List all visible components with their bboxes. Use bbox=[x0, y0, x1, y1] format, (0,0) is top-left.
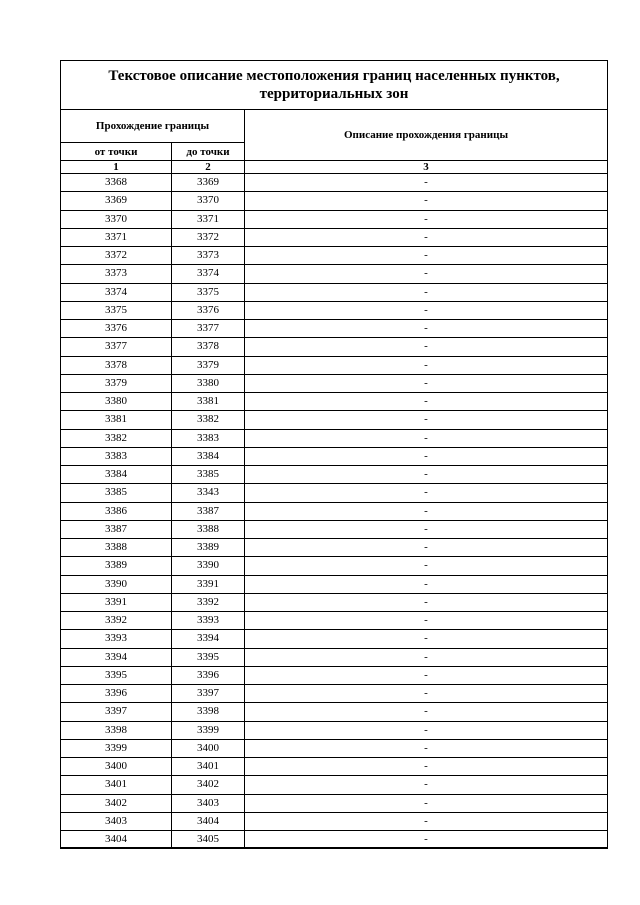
description-cell: - bbox=[245, 466, 608, 484]
from-point-cell: 3385 bbox=[61, 484, 172, 502]
to-point-cell: 3391 bbox=[172, 575, 245, 593]
table-row bbox=[61, 666, 608, 684]
to-point-cell: 3396 bbox=[172, 666, 245, 684]
to-point-cell: 3390 bbox=[172, 557, 245, 575]
description-cell: - bbox=[245, 247, 608, 265]
boundary-table bbox=[60, 109, 608, 849]
table-row bbox=[61, 374, 608, 392]
table-row bbox=[61, 520, 608, 538]
to-point-cell: 3393 bbox=[172, 612, 245, 630]
from-point-cell: 3401 bbox=[61, 776, 172, 794]
to-point-cell: 3380 bbox=[172, 374, 245, 392]
to-point-cell: 3395 bbox=[172, 648, 245, 666]
to-point-cell: 3383 bbox=[172, 429, 245, 447]
description-cell: - bbox=[245, 557, 608, 575]
description-cell: - bbox=[245, 411, 608, 429]
description-cell: - bbox=[245, 429, 608, 447]
from-point-cell: 3400 bbox=[61, 758, 172, 776]
title-line-1: Текстовое описание местоположения границ населенных пунктов, bbox=[108, 68, 560, 84]
table-row bbox=[61, 593, 608, 611]
table-row bbox=[61, 703, 608, 721]
to-point-cell: 3343 bbox=[172, 484, 245, 502]
description-cell: - bbox=[245, 703, 608, 721]
table-row bbox=[61, 356, 608, 374]
to-point-cell: 3376 bbox=[172, 301, 245, 319]
to-point-cell: 3373 bbox=[172, 247, 245, 265]
description-cell: - bbox=[245, 484, 608, 502]
from-point-cell: 3374 bbox=[61, 283, 172, 301]
from-point-cell: 3381 bbox=[61, 411, 172, 429]
table-row bbox=[61, 447, 608, 465]
table-row bbox=[61, 557, 608, 575]
from-point-cell: 3392 bbox=[61, 612, 172, 630]
document-title bbox=[61, 61, 607, 110]
from-point-cell: 3369 bbox=[61, 192, 172, 210]
table-row bbox=[61, 265, 608, 283]
table-row bbox=[61, 247, 608, 265]
to-point-cell: 3389 bbox=[172, 539, 245, 557]
to-point-cell: 3385 bbox=[172, 466, 245, 484]
from-point-cell: 3402 bbox=[61, 794, 172, 812]
to-point-cell: 3379 bbox=[172, 356, 245, 374]
header-col-number-1: 1 bbox=[61, 161, 172, 174]
description-cell: - bbox=[245, 210, 608, 228]
document-frame bbox=[60, 60, 608, 848]
description-cell: - bbox=[245, 192, 608, 210]
from-point-cell: 3380 bbox=[61, 393, 172, 411]
from-point-cell: 3391 bbox=[61, 593, 172, 611]
table-row bbox=[61, 831, 608, 849]
description-cell: - bbox=[245, 320, 608, 338]
table-row bbox=[61, 812, 608, 830]
from-point-cell: 3382 bbox=[61, 429, 172, 447]
from-point-cell: 3375 bbox=[61, 301, 172, 319]
description-cell: - bbox=[245, 447, 608, 465]
description-cell: - bbox=[245, 174, 608, 192]
description-cell: - bbox=[245, 301, 608, 319]
description-cell: - bbox=[245, 739, 608, 757]
to-point-cell: 3402 bbox=[172, 776, 245, 794]
description-cell: - bbox=[245, 575, 608, 593]
to-point-cell: 3399 bbox=[172, 721, 245, 739]
table-row bbox=[61, 192, 608, 210]
description-cell: - bbox=[245, 721, 608, 739]
to-point-cell: 3382 bbox=[172, 411, 245, 429]
table-body bbox=[61, 174, 608, 849]
header-passage: Прохождение границы bbox=[61, 110, 245, 143]
description-cell: - bbox=[245, 539, 608, 557]
table-row bbox=[61, 739, 608, 757]
table-row bbox=[61, 721, 608, 739]
to-point-cell: 3374 bbox=[172, 265, 245, 283]
to-point-cell: 3369 bbox=[172, 174, 245, 192]
from-point-cell: 3373 bbox=[61, 265, 172, 283]
table-row bbox=[61, 648, 608, 666]
header-to-point: до точки bbox=[172, 143, 245, 161]
description-cell: - bbox=[245, 338, 608, 356]
to-point-cell: 3387 bbox=[172, 502, 245, 520]
to-point-cell: 3371 bbox=[172, 210, 245, 228]
from-point-cell: 3393 bbox=[61, 630, 172, 648]
to-point-cell: 3378 bbox=[172, 338, 245, 356]
from-point-cell: 3395 bbox=[61, 666, 172, 684]
header-col-number-2: 2 bbox=[172, 161, 245, 174]
from-point-cell: 3394 bbox=[61, 648, 172, 666]
table-row bbox=[61, 393, 608, 411]
description-cell: - bbox=[245, 356, 608, 374]
to-point-cell: 3405 bbox=[172, 831, 245, 849]
from-point-cell: 3383 bbox=[61, 447, 172, 465]
from-point-cell: 3390 bbox=[61, 575, 172, 593]
header-col-number-3: 3 bbox=[245, 161, 608, 174]
from-point-cell: 3389 bbox=[61, 557, 172, 575]
table-row bbox=[61, 411, 608, 429]
description-cell: - bbox=[245, 593, 608, 611]
description-cell: - bbox=[245, 776, 608, 794]
table-row bbox=[61, 539, 608, 557]
table-row bbox=[61, 320, 608, 338]
table-row bbox=[61, 210, 608, 228]
description-cell: - bbox=[245, 648, 608, 666]
from-point-cell: 3371 bbox=[61, 228, 172, 246]
table-row bbox=[61, 174, 608, 192]
table-row bbox=[61, 228, 608, 246]
from-point-cell: 3378 bbox=[61, 356, 172, 374]
table-row bbox=[61, 612, 608, 630]
description-cell: - bbox=[245, 794, 608, 812]
table-row bbox=[61, 466, 608, 484]
from-point-cell: 3404 bbox=[61, 831, 172, 849]
table-row bbox=[61, 575, 608, 593]
from-point-cell: 3388 bbox=[61, 539, 172, 557]
description-cell: - bbox=[245, 758, 608, 776]
from-point-cell: 3396 bbox=[61, 685, 172, 703]
table-row bbox=[61, 776, 608, 794]
header-from-point: от точки bbox=[61, 143, 172, 161]
from-point-cell: 3372 bbox=[61, 247, 172, 265]
title-line-2: территориальных зон bbox=[259, 86, 409, 102]
to-point-cell: 3375 bbox=[172, 283, 245, 301]
description-cell: - bbox=[245, 666, 608, 684]
to-point-cell: 3400 bbox=[172, 739, 245, 757]
to-point-cell: 3392 bbox=[172, 593, 245, 611]
description-cell: - bbox=[245, 374, 608, 392]
table-row bbox=[61, 429, 608, 447]
from-point-cell: 3384 bbox=[61, 466, 172, 484]
table-row bbox=[61, 758, 608, 776]
to-point-cell: 3401 bbox=[172, 758, 245, 776]
from-point-cell: 3377 bbox=[61, 338, 172, 356]
description-cell: - bbox=[245, 393, 608, 411]
to-point-cell: 3388 bbox=[172, 520, 245, 538]
to-point-cell: 3394 bbox=[172, 630, 245, 648]
description-cell: - bbox=[245, 228, 608, 246]
description-cell: - bbox=[245, 520, 608, 538]
table-row bbox=[61, 502, 608, 520]
to-point-cell: 3404 bbox=[172, 812, 245, 830]
to-point-cell: 3398 bbox=[172, 703, 245, 721]
from-point-cell: 3399 bbox=[61, 739, 172, 757]
to-point-cell: 3370 bbox=[172, 192, 245, 210]
from-point-cell: 3368 bbox=[61, 174, 172, 192]
to-point-cell: 3377 bbox=[172, 320, 245, 338]
from-point-cell: 3387 bbox=[61, 520, 172, 538]
from-point-cell: 3403 bbox=[61, 812, 172, 830]
description-cell: - bbox=[245, 812, 608, 830]
description-cell: - bbox=[245, 831, 608, 849]
to-point-cell: 3384 bbox=[172, 447, 245, 465]
description-cell: - bbox=[245, 265, 608, 283]
table-row bbox=[61, 338, 608, 356]
from-point-cell: 3397 bbox=[61, 703, 172, 721]
description-cell: - bbox=[245, 630, 608, 648]
from-point-cell: 3376 bbox=[61, 320, 172, 338]
table-row bbox=[61, 283, 608, 301]
from-point-cell: 3398 bbox=[61, 721, 172, 739]
from-point-cell: 3370 bbox=[61, 210, 172, 228]
from-point-cell: 3386 bbox=[61, 502, 172, 520]
description-cell: - bbox=[245, 612, 608, 630]
from-point-cell: 3379 bbox=[61, 374, 172, 392]
to-point-cell: 3403 bbox=[172, 794, 245, 812]
to-point-cell: 3381 bbox=[172, 393, 245, 411]
header-description: Описание прохождения границы bbox=[245, 110, 608, 161]
table-row bbox=[61, 630, 608, 648]
to-point-cell: 3397 bbox=[172, 685, 245, 703]
description-cell: - bbox=[245, 685, 608, 703]
table-row bbox=[61, 484, 608, 502]
to-point-cell: 3372 bbox=[172, 228, 245, 246]
description-cell: - bbox=[245, 283, 608, 301]
description-cell: - bbox=[245, 502, 608, 520]
table-row bbox=[61, 794, 608, 812]
table-row bbox=[61, 685, 608, 703]
table-row bbox=[61, 301, 608, 319]
